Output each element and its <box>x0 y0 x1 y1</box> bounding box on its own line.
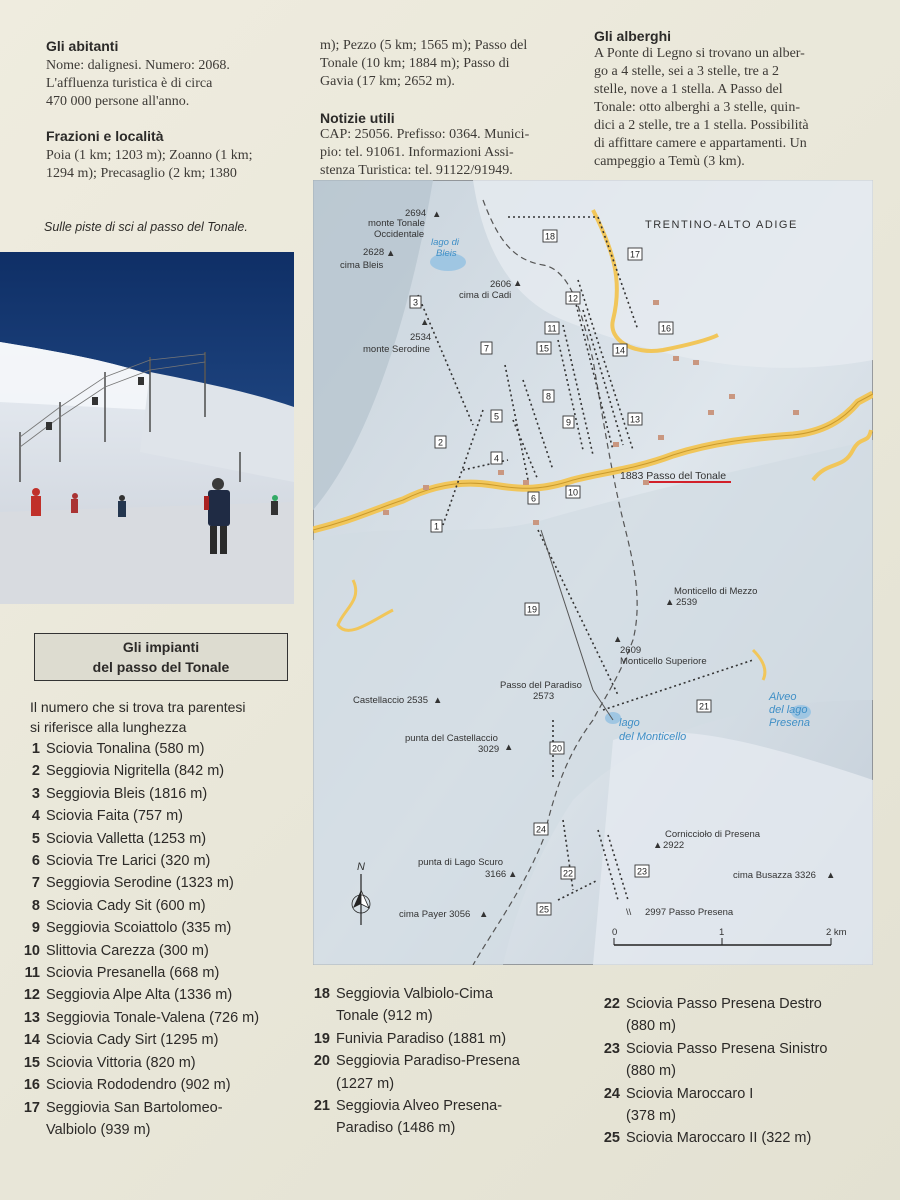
lift-list-item-cont <box>300 1005 560 1027</box>
lift-name: Sciovia Faita (757 m) <box>46 808 183 825</box>
frazioni-line: 1294 m); Precasaglio (2 km; 1380 <box>46 166 237 181</box>
lake-monticello-label-2: del Monticello <box>619 731 687 743</box>
lift-name: Seggiovia Serodine (1323 m) <box>46 875 234 892</box>
lift-name: Sciovia Passo Presena Sinistro <box>626 1040 828 1057</box>
lift-list-item <box>16 1007 316 1029</box>
lift-number: 12 <box>23 987 40 1004</box>
lift-name: Seggiovia Valbiolo-Cima <box>336 986 493 1002</box>
impianti-intro <box>30 697 300 737</box>
notizie-text <box>320 126 568 180</box>
lift-list-item <box>16 783 316 805</box>
lift-marker-label: 10 <box>567 487 579 498</box>
ski-slope-photo <box>0 252 294 604</box>
lift-list-item <box>16 738 316 760</box>
lift-list-item-cont <box>590 1015 890 1037</box>
peak-icon: ▲ <box>665 597 675 608</box>
peak-label: cima di Cadi <box>459 290 512 301</box>
alberghi-line: campeggio a Temù (3 km). <box>594 154 745 169</box>
lift-marker-label: 17 <box>629 249 641 260</box>
lift-marker-label: 1 <box>433 521 440 532</box>
lift-number-spacer <box>16 1119 40 1141</box>
col2-line: m); Pezzo (5 km; 1565 m); Passo del <box>320 38 528 53</box>
lift-name-cont: Tonale (912 m) <box>336 1008 433 1025</box>
lift-name-cont: (880 m) <box>626 1018 676 1035</box>
pass-label: 1883 Passo del Tonale <box>620 470 727 482</box>
lift-marker-label: 3 <box>412 297 419 308</box>
region-label: TRENTINO-ALTO ADIGE <box>645 219 798 231</box>
col2-top-text <box>320 37 568 91</box>
lift-number-spacer <box>590 1060 620 1082</box>
lift-list-item <box>300 1095 560 1117</box>
lift-number: 11 <box>24 965 40 982</box>
lift-list-item <box>300 983 560 1005</box>
peak-label: 2609 <box>620 645 642 656</box>
abitanti-line: L'affluenza turistica è di circa <box>46 76 213 91</box>
lift-marker-label: 8 <box>545 391 552 402</box>
lift-number: 17 <box>23 1099 40 1116</box>
lift-list-item <box>16 962 316 984</box>
lift-name-cont: (880 m) <box>626 1063 676 1080</box>
lift-list-item <box>16 895 316 917</box>
ski-map <box>313 180 873 965</box>
peak-icon: ▲ <box>504 742 514 753</box>
alberghi-line: A Ponte di Legno si trovano un alber- <box>594 46 805 61</box>
lake-bleis-label-1: lago di <box>431 237 459 248</box>
peak-icon: ▲ <box>513 278 523 289</box>
lift-list-item <box>16 1052 316 1074</box>
lift-name: Seggiovia Nigritella (842 m) <box>46 763 225 780</box>
peak-label: Passo del Paradiso <box>500 680 582 691</box>
lift-name: Sciovia Cady Sirt (1295 m) <box>46 1032 219 1049</box>
ski-map-svg <box>313 180 873 965</box>
abitanti-title: Gli abitanti <box>46 38 119 54</box>
lift-name: Funivia Paradiso (1881 m) <box>336 1030 507 1047</box>
peak-label: Corniccioło di Presena <box>665 829 761 840</box>
lift-list-item <box>16 1097 316 1119</box>
impianti-title-line1: Gli impianti <box>122 639 200 655</box>
peak-label: 2997 Passo Presena <box>645 907 734 918</box>
lift-name: Seggiovia Bleis (1816 m) <box>46 785 208 802</box>
lift-name-cont: (1227 m) <box>336 1075 395 1092</box>
lift-marker-label: 11 <box>547 323 557 334</box>
lift-marker-label: 22 <box>562 868 574 879</box>
lake-monticello-label-1: lago <box>619 717 640 729</box>
peak-icon: ▲ <box>433 695 443 706</box>
peak-label: 2534 <box>410 332 432 343</box>
col2-line: Tonale (10 km; 1884 m); Passo di <box>320 56 510 71</box>
lift-marker-label: 20 <box>551 743 563 754</box>
lift-number: 20 <box>313 1053 330 1070</box>
peak-icon: ▲ <box>508 869 518 880</box>
lift-name: Sciovia Tre Larici (320 m) <box>46 853 211 870</box>
impianti-intro-line: Il numero che si trova tra parentesi <box>30 699 246 715</box>
lift-list-item-cont <box>590 1105 890 1127</box>
lift-number: 25 <box>603 1130 620 1147</box>
ski-slope-illustration <box>0 252 294 604</box>
lift-list-item <box>300 1028 560 1050</box>
alberghi-line: Tonale: otto alberghi a 3 stelle, quin- <box>594 100 800 115</box>
peak-label: punta del Castellaccio <box>405 733 498 744</box>
lift-name: Sciovia Maroccaro I <box>626 1085 754 1102</box>
lift-name: Seggiovia San Bartolomeo- <box>46 1099 223 1116</box>
notizie-line: stenza Turistica: tel. 91122/91949. <box>320 163 513 178</box>
peak-icon: ▲ <box>420 317 430 328</box>
peak-label: 3166 <box>485 869 507 880</box>
peak-icon: ▲ <box>386 248 396 259</box>
lift-marker-label: 23 <box>636 866 648 877</box>
lift-marker-label: 12 <box>567 293 579 304</box>
lift-list-item <box>16 940 316 962</box>
alveo-label-2: del lago <box>769 704 808 716</box>
lift-list-item <box>590 1038 890 1060</box>
lift-list-column-3 <box>590 993 890 1150</box>
lift-number-spacer <box>300 1117 330 1139</box>
lift-name: Sciovia Passo Presena Destro <box>626 996 822 1012</box>
peak-label: monte Serodine <box>363 344 431 355</box>
lift-marker-label: 18 <box>544 231 556 242</box>
lift-marker-label: 21 <box>698 701 710 712</box>
lift-list-item-cont <box>300 1117 560 1139</box>
alberghi-line: dici a 2 stelle, tre a 1 stella. Possibilità <box>594 118 809 133</box>
frazioni-title: Frazioni e località <box>46 128 164 144</box>
lift-name-cont: Paradiso (1486 m) <box>336 1120 456 1137</box>
lift-list-item <box>16 850 316 872</box>
lift-marker-label: 4 <box>493 453 500 464</box>
lift-number: 3 <box>31 785 40 802</box>
alveo-label-1: Alveo <box>769 691 797 703</box>
photo-caption: Sulle piste di sci al passo del Tonale. <box>44 220 248 234</box>
lift-list-item <box>590 993 890 1015</box>
peak-icon: ▲ <box>826 870 836 881</box>
lift-marker-label: 6 <box>530 493 537 504</box>
lift-name: Seggiovia Paradiso-Presena <box>336 1053 520 1070</box>
lift-list-item <box>590 1083 890 1105</box>
abitanti-line: 470 000 persone all'anno. <box>46 94 190 109</box>
abitanti-line: Nome: dalignesi. Numero: 2068. <box>46 58 230 73</box>
lift-list-item <box>16 1029 316 1051</box>
lift-marker-label: 19 <box>526 604 538 615</box>
peak-label: 2606 <box>490 279 512 290</box>
lift-number: 19 <box>313 1030 330 1047</box>
scale-label-1: 1 <box>719 927 725 938</box>
scale-label-2: 2 km <box>826 927 847 938</box>
lift-marker-label: 15 <box>538 343 550 354</box>
lift-marker-label: 13 <box>629 414 641 425</box>
notizie-line: pio: tel. 91061. Informazioni Assi- <box>320 145 514 160</box>
peak-icon: ▲ <box>432 209 442 220</box>
lift-name-cont: (378 m) <box>626 1108 676 1125</box>
lift-name: Sciovia Valletta (1253 m) <box>46 830 207 847</box>
lift-name: Slittovia Carezza (300 m) <box>46 942 209 959</box>
peak-label: 3029 <box>478 744 500 755</box>
peak-label: 2628 <box>363 247 385 258</box>
lift-number: 6 <box>31 853 40 870</box>
lift-number: 16 <box>23 1077 40 1094</box>
lift-list-item <box>16 1074 316 1096</box>
lift-list-item-cont <box>590 1060 890 1082</box>
lift-list-item <box>16 872 316 894</box>
lift-number: 9 <box>31 920 40 937</box>
lift-name: Sciovia Presanella (668 m) <box>46 965 220 982</box>
notizie-title: Notizie utili <box>320 110 395 126</box>
peak-label: Castellaccio 2535 <box>353 695 428 706</box>
peak-label: cima Payer 3056 <box>399 909 471 920</box>
peak-label: 2573 <box>533 691 555 702</box>
lift-number: 14 <box>23 1032 40 1049</box>
alveo-label-3: Presena <box>769 717 810 729</box>
alberghi-title: Gli alberghi <box>594 28 672 44</box>
lift-number-spacer <box>590 1105 620 1127</box>
lift-list-item-cont <box>16 1119 316 1141</box>
lift-number: 5 <box>31 830 40 847</box>
lift-number: 23 <box>603 1040 620 1057</box>
lift-name: Sciovia Tonalina (580 m) <box>46 741 205 757</box>
lift-marker-label: 16 <box>660 323 672 334</box>
lift-list-item <box>16 805 316 827</box>
alberghi-line: di affittare camere e appartamenti. Un <box>594 136 807 151</box>
lift-list-item-cont <box>300 1073 560 1095</box>
lift-name: Sciovia Maroccaro II (322 m) <box>626 1130 812 1147</box>
alberghi-line: go a 4 stelle, sei a 3 stelle, tre a 2 <box>594 64 780 79</box>
frazioni-line: Poia (1 km; 1203 m); Zoanno (1 km; <box>46 148 253 163</box>
lift-list-column-2 <box>300 983 560 1140</box>
impianti-intro-line: si riferisce alla lunghezza <box>30 719 187 735</box>
lift-number: 8 <box>31 897 40 914</box>
lift-number: 7 <box>31 875 40 892</box>
lift-marker-label: 9 <box>565 417 572 428</box>
pass-icon: \\ <box>626 907 632 918</box>
alberghi-line: stelle, nove a 1 stella. A Passo del <box>594 82 783 97</box>
lift-marker-label: 25 <box>538 904 550 915</box>
lift-list-item <box>16 760 316 782</box>
lift-number: 15 <box>23 1054 40 1071</box>
peak-icon: ▲ <box>653 840 663 851</box>
alberghi-text <box>594 45 856 171</box>
lift-number: 1 <box>31 741 40 757</box>
lift-list-item <box>590 1127 890 1149</box>
peak-label: 2539 <box>676 597 698 608</box>
lift-name: Seggiovia Alpe Alta (1336 m) <box>46 987 233 1004</box>
lift-list-column-1 <box>16 738 316 1141</box>
lift-list-item <box>300 1050 560 1072</box>
lift-name: Seggiovia Scoiattolo (335 m) <box>46 920 232 937</box>
lift-number-spacer <box>300 1005 330 1027</box>
lake-bleis-label-2: Bleis <box>436 248 457 259</box>
lift-number: 18 <box>313 986 330 1002</box>
north-label: N <box>357 861 365 873</box>
peak-label: cima Busazza 3326 <box>733 870 816 881</box>
peak-label: monte Tonale <box>368 218 425 229</box>
lift-number: 13 <box>23 1009 40 1026</box>
lift-number: 21 <box>313 1098 330 1115</box>
impianti-title-line2: del passo del Tonale <box>92 659 230 675</box>
lift-number: 4 <box>31 808 40 825</box>
frazioni-text <box>46 147 294 183</box>
lift-name: Sciovia Vittoria (820 m) <box>46 1054 196 1071</box>
peak-label: Monticello Superiore <box>620 656 707 667</box>
lift-name: Seggiovia Tonale-Valena (726 m) <box>46 1009 260 1026</box>
lift-marker-label: 5 <box>493 411 500 422</box>
peak-label: punta di Lago Scuro <box>418 857 504 868</box>
lift-marker-label: 2 <box>437 437 444 448</box>
lift-list-item <box>16 917 316 939</box>
lift-list-item <box>16 984 316 1006</box>
lift-number-spacer <box>300 1073 330 1095</box>
lift-marker-label: 24 <box>535 824 547 835</box>
notizie-line: CAP: 25056. Prefisso: 0364. Munici- <box>320 127 530 142</box>
lift-marker-label: 14 <box>614 345 626 356</box>
peak-label: 2694 <box>405 208 427 219</box>
peak-label: Occidentale <box>374 229 425 240</box>
scale-label-0: 0 <box>612 927 618 938</box>
lift-number: 2 <box>31 763 40 780</box>
peak-icon: ▲ <box>613 634 623 645</box>
lift-name: Seggiovia Alveo Presena- <box>336 1098 503 1115</box>
lift-marker-label: 7 <box>483 343 490 354</box>
peak-label: Monticello di Mezzo <box>674 586 758 597</box>
peak-icon: ▲ <box>479 909 489 920</box>
lift-number-spacer <box>590 1015 620 1037</box>
lift-name: Sciovia Cady Sit (600 m) <box>46 897 206 914</box>
lift-number: 22 <box>603 996 620 1012</box>
lift-name: Sciovia Rododendro (902 m) <box>46 1077 231 1094</box>
peak-label: cima Bleis <box>340 260 384 271</box>
col2-line: Gavia (17 km; 2652 m). <box>320 74 455 89</box>
lift-name-cont: Valbiolo (939 m) <box>46 1121 151 1138</box>
impianti-title-box <box>34 633 288 681</box>
lift-number: 10 <box>23 942 40 959</box>
lift-number: 24 <box>603 1085 620 1102</box>
peak-label: 2922 <box>663 840 685 851</box>
lift-list-item <box>16 828 316 850</box>
abitanti-text <box>46 57 294 111</box>
